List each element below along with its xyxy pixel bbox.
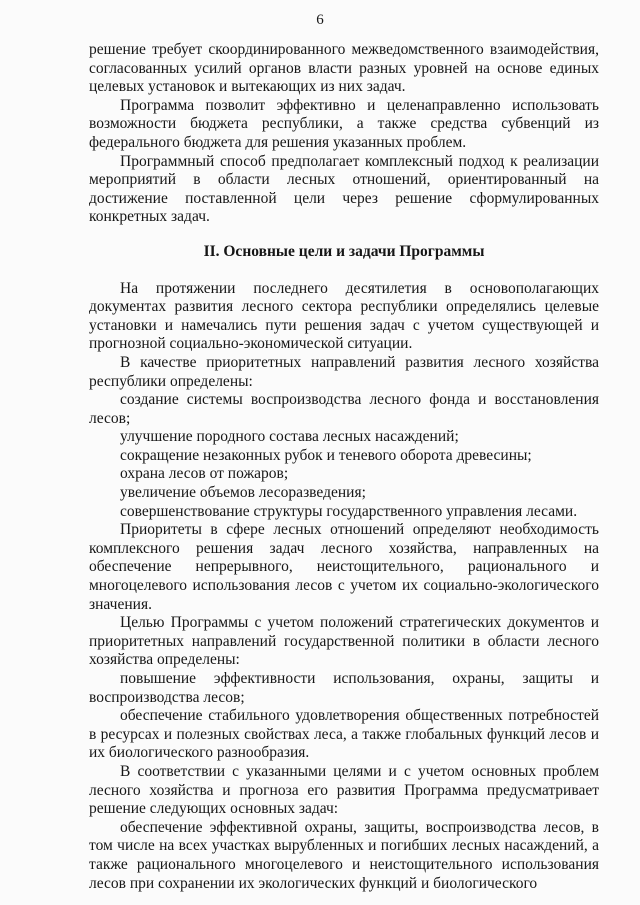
paragraph: Программа позволит эффективно и целенаправленно использовать возможности бюджета республики, а также средства субвенций из федерального бюджета для решения указанных проблем. <box>89 96 599 151</box>
paragraph: Программный способ предполагает комплексный подход к реализации мероприятий в области лесных отношений, ориентированный на достижение поставленной цели через решение сформулированных конкретных задач. <box>89 152 599 226</box>
list-item: сокращение незаконных рубок и теневого оборота древесины; <box>120 446 532 464</box>
list-item: создание системы воспроизводства лесного фонда и восстановления лесов; <box>89 391 599 427</box>
paragraph: На протяжении последнего десятилетия в основополагающих документах развития лесного сектора республики определялись целевые установки и намечались пути решения задач с учетом существующей и прогнозной социально-экономической ситуации. <box>89 279 599 353</box>
list-item: улучшение породного состава лесных насаждений; <box>120 428 459 446</box>
paragraph: В соответствии с указанными целями и с учетом основных проблем лесного хозяйства и прогноза его развития Программа предусматривает решение следующих основных задач: <box>89 762 599 818</box>
list-item: охрана лесов от пожаров; <box>120 465 289 483</box>
document-body <box>89 41 599 893</box>
paragraph: Приоритеты в сфере лесных отношений определяют необходимость комплексного решения задач лесного хозяйства, направленных на обеспечение непрерывного, неистощительного, рационального и многоцелевого использования лесов с учетом их социально-экологического значения. <box>89 521 599 613</box>
list-item: обеспечение эффективной охраны, защиты, воспроизводства лесов, в том числе на всех участках вырубленных и погибших лесных насаждений, а также рационального многоцелевого и неистощительного использования лесов при сохранении их экологических функций и биологического <box>89 818 599 892</box>
section-heading: II. Основные цели и задачи Программы <box>203 242 485 260</box>
list-item: повышение эффективности использования, охраны, защиты и воспроизводства лесов; <box>89 670 599 706</box>
list-item: совершенствование структуры государственного управления лесами. <box>120 502 578 520</box>
paragraph: В качестве приоритетных направлений развития лесного хозяйства республики определены: <box>89 353 599 390</box>
paragraph: решение требует скоординированного межведомственного взаимодействия, согласованных усилий органов власти разных уровней на основе единых целевых установок и вытекающих из них задач. <box>89 41 599 96</box>
page-number: 6 <box>316 12 324 28</box>
list-item: обеспечение стабильного удовлетворения общественных потребностей в ресурсах и полезных свойствах леса, а также глобальных функций лесов и их биологического разнообразия. <box>89 707 599 762</box>
list-item: увеличение объемов лесоразведения; <box>120 484 366 502</box>
paragraph: Целью Программы с учетом положений стратегических документов и приоритетных направлений государственной политики в области лесного хозяйства определены: <box>89 614 599 669</box>
